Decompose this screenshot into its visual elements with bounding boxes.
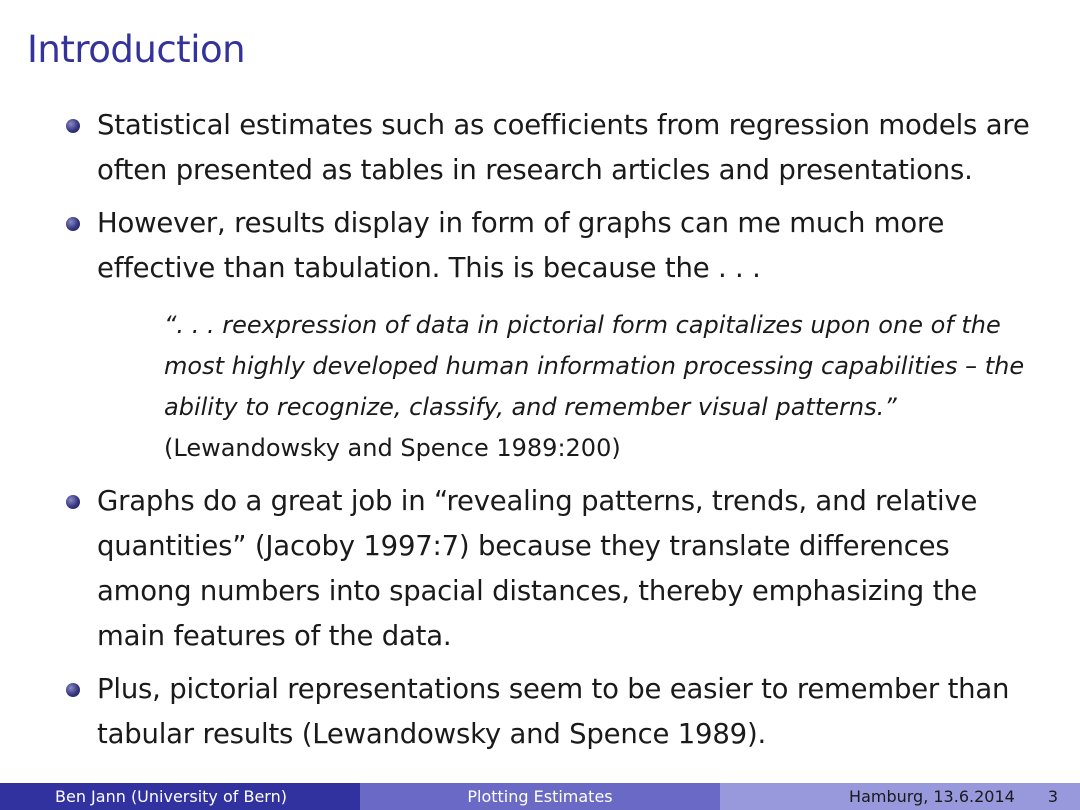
bullet-icon (66, 495, 80, 509)
bullet-icon (66, 217, 80, 231)
footer-right-section (720, 783, 1080, 810)
bullet-text: Plus, pictorial representations seem to be easier to remember than tabular results (Lewandowsky and Spence 1989). (97, 673, 1010, 750)
bullet-text: Graphs do a great job in “revealing patterns, trends, and relative quantities” (Jacoby 1997:7) because they translate differences among numbers into spacial distances, thereby emphasizing the main features of the data. (97, 485, 978, 652)
bullet-item (62, 103, 1052, 193)
slide-title: Introduction (27, 28, 246, 71)
footer-date: Hamburg, 13.6.2014 (849, 787, 1015, 806)
bullet-text: However, results display in form of graphs can me much more effective than tabulation. This is because the . . . (97, 207, 945, 284)
quotation-citation: (Lewandowsky and Spence 1989:200) (164, 434, 621, 462)
footer-talk-title: Plotting Estimates (360, 783, 720, 810)
footer-page-number: 3 (1047, 787, 1058, 806)
bullet-icon (66, 119, 80, 133)
bullet-item (62, 479, 1052, 659)
bullet-item (62, 201, 1052, 291)
bullet-text: Statistical estimates such as coefficients from regression models are often presented as tables in research articles and presentations. (97, 109, 1030, 186)
bullet-icon (66, 683, 80, 697)
quotation-block (164, 305, 1064, 469)
bullet-item (62, 667, 1052, 757)
footer-author: Ben Jann (University of Bern) (0, 783, 360, 810)
slide-footer (0, 783, 1080, 810)
quotation-text: “. . . reexpression of data in pictorial form capitalizes upon one of the most highly developed human information processing capabilities – the ability to recognize, classify, and remember visual patterns.” (164, 311, 1025, 421)
slide-content (62, 103, 1052, 757)
